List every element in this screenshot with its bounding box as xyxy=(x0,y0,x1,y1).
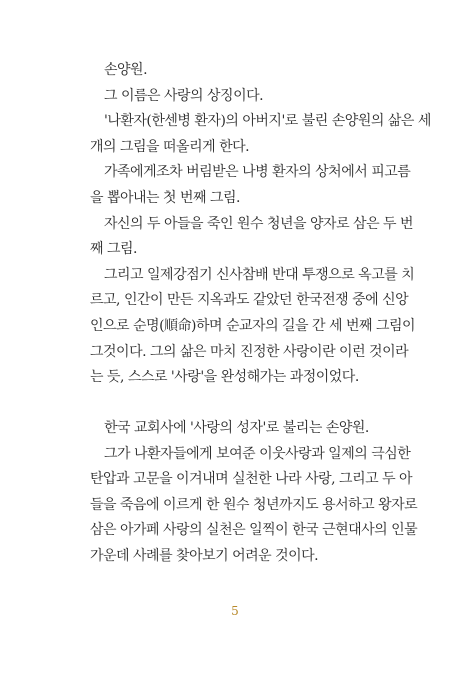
text-line: 자신의 두 아들을 죽인 원수 청년을 양자로 삼은 두 번 xyxy=(104,215,414,232)
text-line: 그리고 일제강점기 신사참배 반대 투쟁으로 옥고를 치 xyxy=(104,266,415,283)
text-line: 삼은 아가페 사랑의 실천은 일찍이 한국 근현대사의 인물 xyxy=(90,522,418,539)
text-line: 가족에게조차 버림받은 나병 환자의 상처에서 피고름 xyxy=(104,164,411,181)
text-line: 는 듯, 스스로 '사랑'을 완성해가는 과정이었다. xyxy=(90,369,359,386)
text-line: '나환자(한센병 환자)의 아버지'로 불린 손양원의 삶은 세 xyxy=(104,113,431,130)
paragraph-group-2 xyxy=(90,416,418,570)
text-line: 가운데 사례를 찾아보기 어려운 것이다. xyxy=(90,547,319,564)
text-line: 개의 그림을 떠올리게 한다. xyxy=(90,138,250,155)
text-line: 을 뽑아내는 첫 번째 그림. xyxy=(90,189,240,206)
text-line: 인으로 순명(順命)하며 순교자의 길을 간 세 번째 그림이 xyxy=(90,317,416,334)
text-line: 그 이름은 사랑의 상징이다. xyxy=(104,87,264,104)
text-line: 그가 나환자들에게 보여준 이웃사랑과 일제의 극심한 xyxy=(104,445,411,462)
text-line: 한국 교회사에 '사랑의 성자'로 불리는 손양원. xyxy=(104,420,369,436)
page-number: 5 xyxy=(231,604,239,618)
paragraph-group-1 xyxy=(90,58,431,391)
text-line: 르고, 인간이 만든 지옥과도 같았던 한국전쟁 중에 신앙 xyxy=(90,292,409,309)
text-line: 그것이다. 그의 삶은 마치 진정한 사랑이란 이런 것이라 xyxy=(90,343,409,360)
text-line: 째 그림. xyxy=(90,241,137,258)
text-line: 손양원. xyxy=(104,62,148,78)
text-line: 탄압과 고문을 이겨내며 실천한 나라 사랑, 그리고 두 아 xyxy=(90,471,413,488)
text-line: 들을 죽음에 이르게 한 원수 청년까지도 용서하고 왕자로 xyxy=(90,496,418,513)
